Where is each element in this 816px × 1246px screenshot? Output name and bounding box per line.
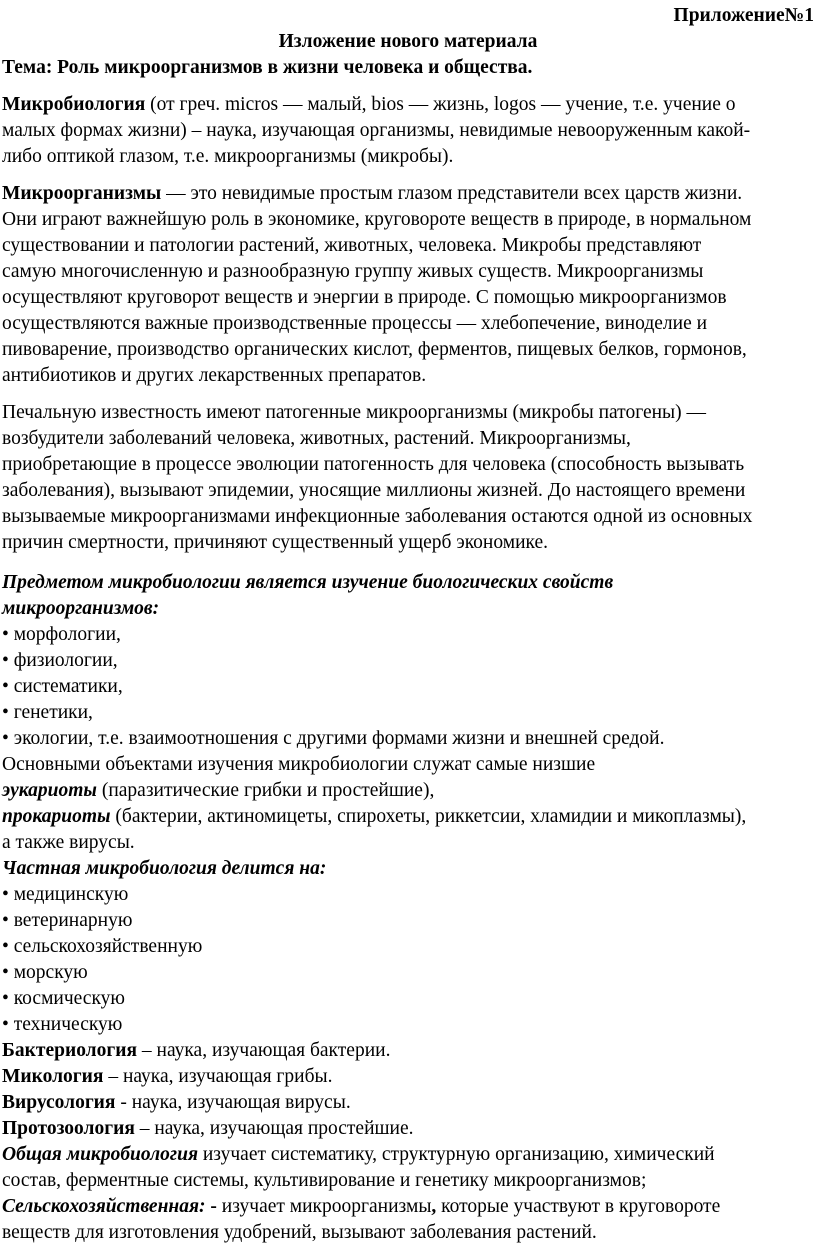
definition-text: – наука, изучающая грибы. bbox=[103, 1066, 333, 1087]
term-protozoology: Протозоология bbox=[2, 1118, 135, 1139]
paragraph-line: вызываемые микроорганизмами инфекционные заболевания остаются одной из основных bbox=[2, 506, 753, 527]
paragraph-line: возбудители заболеваний человека, животных, растений. Микроорганизмы, bbox=[2, 428, 631, 449]
list-item: • систематики, bbox=[2, 676, 123, 697]
topic-title: Тема: Роль микроорганизмов в жизни человека и общества. bbox=[2, 57, 533, 78]
paragraph-line: Печальную известность имеют патогенные микроорганизмы (микробы патогены) — bbox=[2, 402, 706, 423]
paragraph-line: осуществляются важные производственные процессы — хлебопечение, виноделие и bbox=[2, 313, 708, 334]
term-eukaryotes: эукариоты bbox=[2, 780, 97, 801]
definition-text: - наука, изучающая вирусы. bbox=[115, 1092, 351, 1113]
paragraph-line: существовании и патологии растений, животных, человека. Микробы представляют bbox=[2, 235, 702, 256]
paragraph-line: самую многочисленную и разнообразную группу живых существ. Микроорганизмы bbox=[2, 261, 704, 282]
paragraph-line: приобретающие в процессе эволюции патогенность для человека (способность вызывать bbox=[2, 454, 745, 475]
term-microorganisms: Микроорганизмы bbox=[2, 183, 162, 204]
paragraph-line: пивоварение, производство органических кислот, ферментов, пищевых белков, гормонов, bbox=[2, 339, 747, 360]
list-item: • техническую bbox=[2, 1014, 123, 1035]
definition-text: – наука, изучающая бактерии. bbox=[137, 1040, 391, 1061]
paragraph-line: причин смертности, причиняют существенный ущерб экономике. bbox=[2, 532, 549, 553]
paragraph-line: — это невидимые простым глазом представители всех царств жизни. bbox=[161, 183, 743, 204]
list-item: • медицинскую bbox=[2, 884, 129, 905]
term-mycology: Микология bbox=[2, 1066, 104, 1087]
viruses-line: а также вирусы. bbox=[2, 832, 135, 853]
paragraph-line: (от греч. micros — малый, bios — жизнь, logos — учение, т.е. учение о bbox=[145, 94, 736, 115]
agricultural-text: изучает микроорганизмы bbox=[216, 1196, 432, 1217]
list-item: • физиологии, bbox=[2, 650, 118, 671]
microbiology-definition bbox=[2, 92, 814, 170]
list-item: • экологии, т.е. взаимоотношения с другими формами жизни и внешней средой. bbox=[2, 728, 665, 749]
private-micro-heading: Частная микробиология делится на: bbox=[2, 858, 327, 879]
general-micro-text-2: состав, ферментные системы, культивирование и генетику микроорганизмов; bbox=[2, 1170, 647, 1191]
eukaryotes-text: (паразитические грибки и простейшие), bbox=[96, 780, 435, 801]
list-item: • космическую bbox=[2, 988, 125, 1009]
term-prokaryotes: прокариоты bbox=[2, 806, 111, 827]
agricultural-text-2: веществ для изготовления удобрений, вызывают заболевания растений. bbox=[2, 1222, 597, 1243]
subject-heading-line: микроорганизмов: bbox=[2, 598, 160, 619]
term-microbiology: Микробиология bbox=[2, 94, 146, 115]
list-item: • морскую bbox=[2, 962, 88, 983]
paragraph-line: осуществляют круговорот веществ и энергии в природе. С помощью микроорганизмов bbox=[2, 287, 727, 308]
paragraph-line: антибиотиков и других лекарственных препаратов. bbox=[2, 365, 427, 386]
term-general-microbiology: Общая микробиология bbox=[2, 1144, 198, 1165]
term-bacteriology: Бактериология bbox=[2, 1040, 138, 1061]
agricultural-comma: , bbox=[431, 1196, 437, 1217]
list-item: • ветеринарную bbox=[2, 910, 133, 931]
objects-line: Основными объектами изучения микробиологии служат самые низшие bbox=[2, 754, 596, 775]
subject-section bbox=[2, 570, 814, 1246]
agricultural-dash: - bbox=[205, 1196, 217, 1217]
list-item: • сельскохозяйственную bbox=[2, 936, 203, 957]
paragraph-line: заболевания), вызывают эпидемии, уносящие миллионы жизней. До настоящего времени bbox=[2, 480, 746, 501]
agricultural-text-b: которые участвуют в круговороте bbox=[436, 1196, 721, 1217]
list-item: • генетики, bbox=[2, 702, 93, 723]
section-title: Изложение нового материала bbox=[278, 31, 538, 52]
term-virology: Вирусология bbox=[2, 1092, 116, 1113]
paragraph-line: либо оптикой глазом, т.е. микроорганизмы (микробы). bbox=[2, 146, 454, 167]
paragraph-line: малых формах жизни) – наука, изучающая организмы, невидимые невооруженным какой- bbox=[2, 120, 751, 141]
paragraph-line: Они играют важнейшую роль в экономике, круговороте веществ в природе, в нормальном bbox=[2, 209, 752, 230]
term-agricultural: Сельскохозяйственная: bbox=[2, 1196, 206, 1217]
general-micro-text: изучает систематику, структурную организацию, химический bbox=[198, 1144, 715, 1165]
list-item: • морфологии, bbox=[2, 624, 121, 645]
definition-text: – наука, изучающая простейшие. bbox=[134, 1118, 414, 1139]
subject-heading-line: Предметом микробиологии является изучение биологических свойств bbox=[2, 572, 614, 593]
microorganisms-definition bbox=[2, 181, 814, 389]
appendix-label: Приложение№1 bbox=[673, 5, 814, 26]
pathogens-paragraph bbox=[2, 400, 814, 556]
prokaryotes-text: (бактерии, актиномицеты, спирохеты, риккетсии, хламидии и микоплазмы), bbox=[110, 806, 747, 827]
